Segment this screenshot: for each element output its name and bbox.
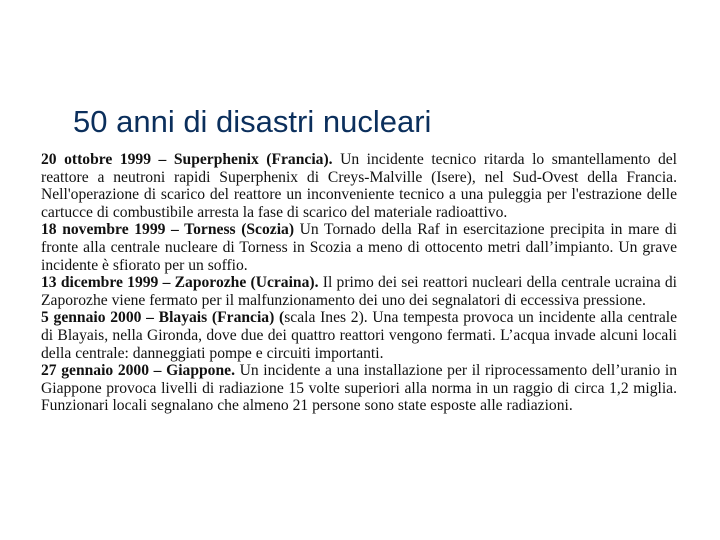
entry-heading: 27 gennaio 2000 – Giappone. — [41, 362, 235, 380]
slide-body — [41, 151, 677, 415]
entry-giappone — [41, 362, 677, 415]
entry-text: Un incidente tecnico ritarda lo smantellamento del reattore a neutroni rapidi Superphenix di Creys-Malville (Isere), nel Sud-Ovest della Francia. Nell'operazione di scarico del reattore un inconveniente tecnico a una puleggia per l'estrazione delle cartucce di combustibile arresta la fase di scarico del materiale radioattivo. — [41, 151, 678, 221]
entry-heading: 20 ottobre 1999 – Superphenix (Francia). — [41, 151, 333, 168]
entry-blayais — [41, 309, 677, 362]
entry-text: Il primo dei sei reattori nucleari della centrale ucraina di Zaporozhe viene fermato per il malfunzionamento dei uno dei segnalatori di eccessiva pressione. — [41, 274, 678, 309]
entry-heading: 13 dicembre 1999 – Zaporozhe (Ucraina). — [41, 274, 319, 292]
entry-text: Un incidente a una installazione per il riprocessamento dell’uranio in Giappone provoca livelli di radiazione 15 volte superiori alla norma in un raggio di circa 1,2 miglia. Funzionari locali segnalano che almeno 21 persone sono state esposte alle radiazioni. — [41, 362, 677, 415]
entry-text: scala Ines 2). Una tempesta provoca un incidente alla centrale di Blayais, nella Gironda, dove due dei quattro reattori vengono fermati. L’acqua invade alcuni locali della centrale: danneggiati pompe e circuiti importanti. — [41, 309, 677, 362]
entry-torness — [41, 221, 677, 274]
entry-text: Un Tornado della Raf in esercitazione precipita in mare di fronte alla centrale nucleare di Torness in Scozia a meno di ottocento metri dall’impianto. Un grave incidente è sfiorato per un soffio. — [41, 221, 677, 274]
slide-title: 50 anni di disastri nucleari — [73, 104, 432, 139]
entry-superphenix — [41, 151, 677, 221]
entry-heading: 5 gennaio 2000 – Blayais (Francia) ( — [41, 309, 285, 327]
entry-heading: 18 novembre 1999 – Torness (Scozia) — [41, 221, 295, 239]
entry-zaporozhe — [41, 274, 677, 309]
